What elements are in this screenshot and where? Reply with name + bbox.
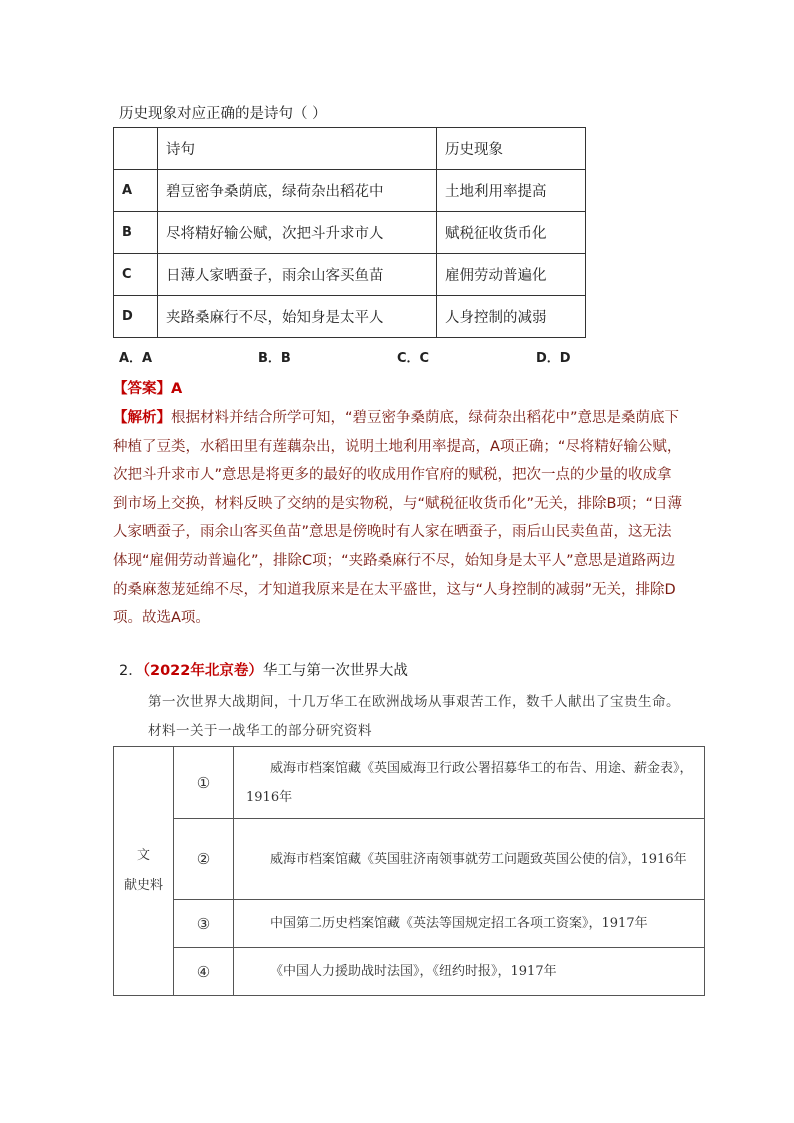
analysis-paragraph <box>113 404 683 633</box>
header-cell-label <box>114 128 158 170</box>
material-title: 材料一关于一战华工的部分研究资料 <box>148 723 372 739</box>
analysis-tag: 【解析】 <box>113 410 171 426</box>
answer-value: A <box>171 381 183 397</box>
header-cell-poem: 诗句 <box>158 128 437 170</box>
row-phenomenon: 人身控制的减弱 <box>437 296 586 338</box>
category-line-2: 献史料 <box>123 878 163 893</box>
row-number: ② <box>174 819 234 900</box>
row-poem: 尽将精好输公赋，次把斗升求市人 <box>158 212 437 254</box>
category-line-1: 文 <box>136 848 150 863</box>
question-2-heading <box>119 659 408 680</box>
table-row <box>114 747 705 819</box>
table-row <box>114 296 586 338</box>
question-2-number: 2． <box>119 663 143 679</box>
row-phenomenon: 土地利用率提高 <box>437 170 586 212</box>
header-cell-phenomenon: 历史现象 <box>437 128 586 170</box>
category-cell <box>114 747 174 996</box>
row-label: A <box>114 170 158 212</box>
option-b: B．B <box>258 351 291 366</box>
table-row <box>114 212 586 254</box>
analysis-text: 根据材料并结合所学可知，“碧豆密争桑荫底，绿荷杂出稻花中”意思是桑荫底下种植了豆类，水稻田里有莲藕杂出，说明土地利用率提高，A项正确；“尽将精好输公赋，次把斗升求市人”意思是将更多的最好的收成用作官府的赋税，把次一点的少量的收成拿到市场上交换，材料反映了交纳的是实物税，与“赋税征收货币化”无关，排除B项；“日薄人家晒蚕子，雨余山客买鱼苗”意思是傍晚时有人家在晒蚕子，雨后山民卖鱼苗，这无法体现“雇佣劳动普遍化”，排除C项；“夹路桑麻行不尽，始知身是太平人”意思是道路两边的桑麻葱茏延绵不尽，才知道我原来是在太平盛世，这与“人身控制的减弱”无关，排除D项。故选A项。 <box>113 410 682 627</box>
row-text: 《中国人力援助战时法国》，《纽约时报》，1917年 <box>270 964 557 979</box>
answer-line <box>113 377 182 398</box>
row-poem: 日薄人家晒蚕子，雨余山客买鱼苗 <box>158 254 437 296</box>
row-text: 威海市档案馆藏《英国威海卫行政公署招募华工的布告、用途、薪金表》，1916年 <box>246 760 693 805</box>
question-2-intro: 第一次世界大战期间，十几万华工在欧洲战场从事艰苦工作，数千人献出了宝贵生命。 <box>148 694 680 710</box>
row-label: C <box>114 254 158 296</box>
table-header-row <box>114 128 586 170</box>
table-row <box>114 254 586 296</box>
row-poem: 碧豆密争桑荫底，绿荷杂出稻花中 <box>158 170 437 212</box>
question-1-table <box>113 127 586 338</box>
row-text: 威海市档案馆藏《英国驻济南领事就劳工问题致英国公使的信》，1916年 <box>270 851 687 867</box>
row-poem: 夹路桑麻行不尽，始知身是太平人 <box>158 296 437 338</box>
question-2-source: （2022年北京卷） <box>142 663 263 679</box>
row-phenomenon: 赋税征收货币化 <box>437 212 586 254</box>
table-row <box>114 170 586 212</box>
row-label: D <box>114 296 158 338</box>
row-phenomenon: 雇佣劳动普遍化 <box>437 254 586 296</box>
row-number: ③ <box>174 900 234 948</box>
material-table <box>113 746 705 996</box>
table-row <box>114 819 705 900</box>
row-text: 中国第二历史档案馆藏《英法等国规定招工各项工资案》，1917年 <box>270 916 648 931</box>
question-2-title: 华工与第一次世界大战 <box>262 663 408 679</box>
table-row <box>114 948 705 996</box>
row-number: ④ <box>174 948 234 996</box>
row-number: ① <box>174 747 234 819</box>
option-c: C．C <box>397 351 430 366</box>
option-a: A．A <box>119 351 153 366</box>
option-d: D．D <box>536 351 571 366</box>
row-label: B <box>114 212 158 254</box>
table-row <box>114 900 705 948</box>
answer-tag: 【答案】 <box>113 381 171 397</box>
question-1-stem: 历史现象对应正确的是诗句（ ） <box>119 106 327 122</box>
